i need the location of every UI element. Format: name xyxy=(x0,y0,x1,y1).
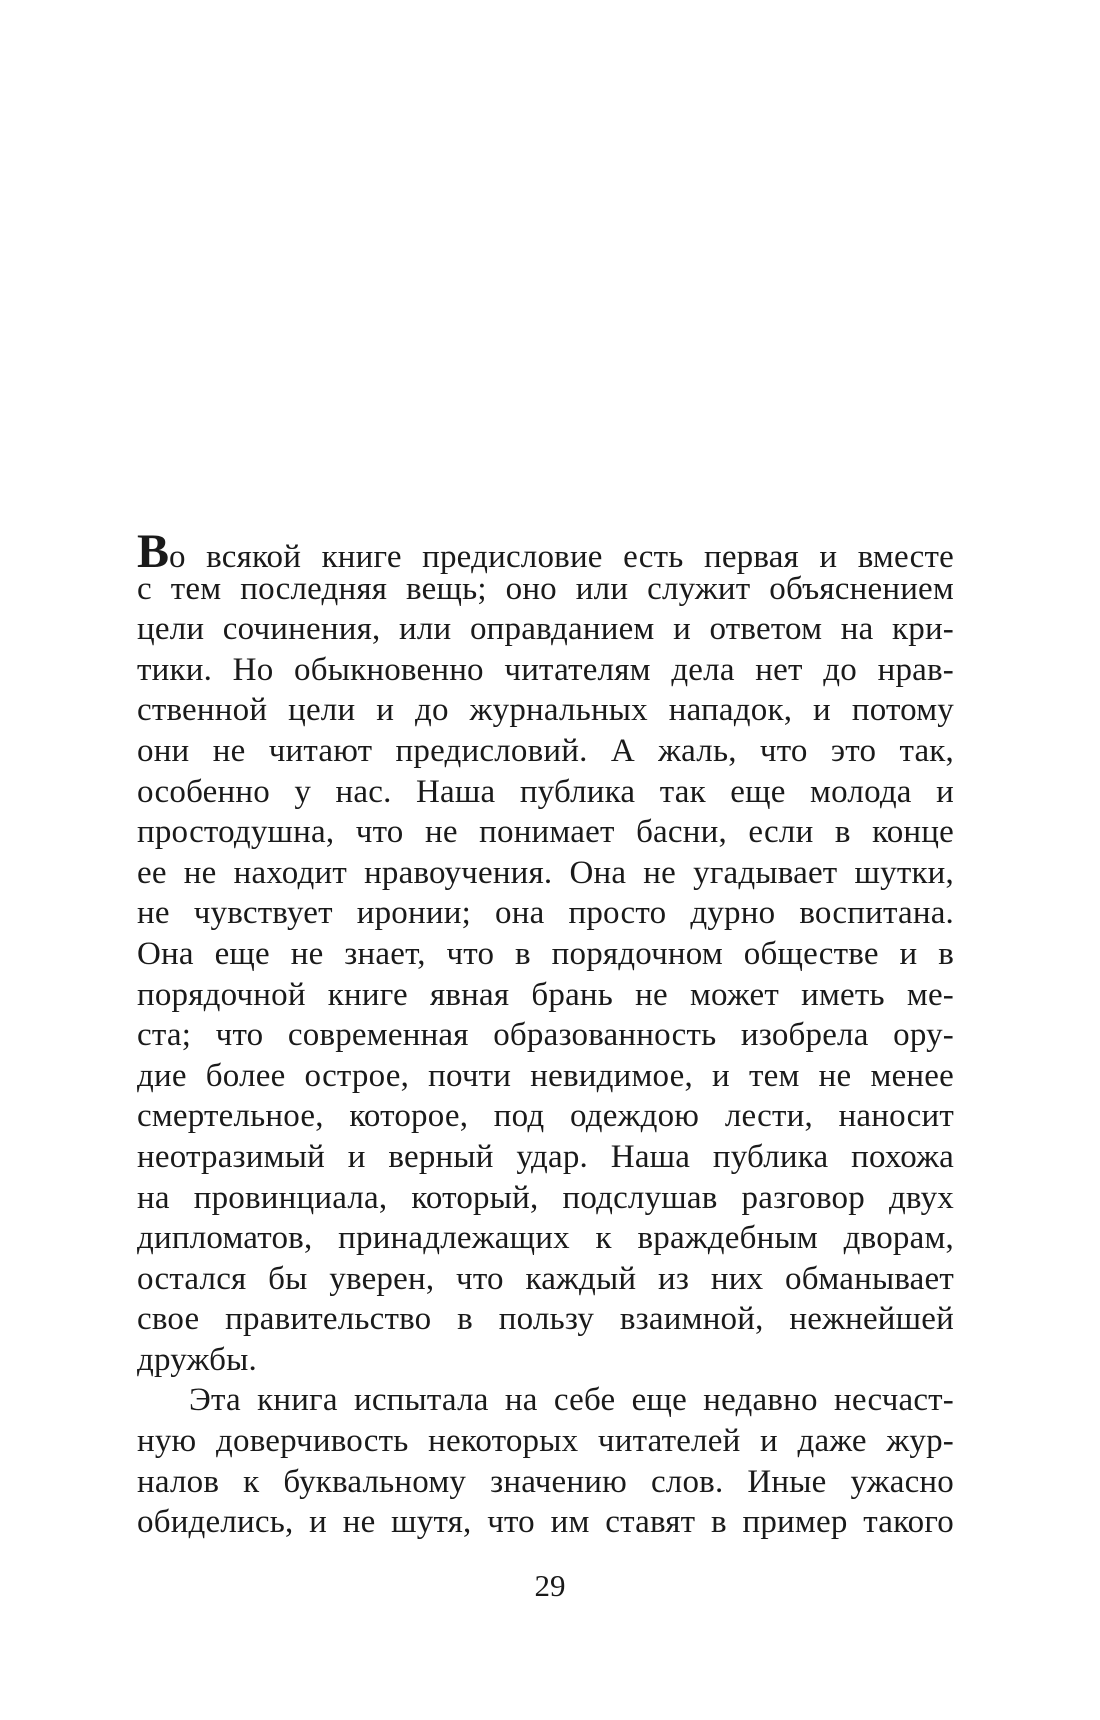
text-line: цели сочинения, или оправданием и ответом на кри- xyxy=(137,611,954,648)
paragraph-2 xyxy=(137,1380,954,1542)
paragraph-1 xyxy=(137,525,954,1380)
text-line: дие более острое, почти невидимое, и тем не менее xyxy=(137,1057,954,1094)
text-line: неотразимый и верный удар. Наша публика похожа xyxy=(137,1138,954,1175)
text-line: простодушна, что не понимает басни, если в конце xyxy=(137,814,954,851)
text-line: свое правительство в пользу взаимной, нежнейшей xyxy=(137,1301,954,1338)
body-text xyxy=(137,525,954,1543)
drop-cap: В xyxy=(137,525,170,578)
text-line: остался бы уверен, что каждый из них обманывает xyxy=(137,1260,954,1297)
text-line: они не читают предисловий. А жаль, что это так, xyxy=(137,732,954,769)
text-line: ственной цели и до журнальных нападок, и потому xyxy=(137,692,954,729)
text-line: дипломатов, принадлежащих к враждебным дворам, xyxy=(137,1220,954,1257)
text-line: тики. Но обыкновенно читателям дела нет до нрав- xyxy=(137,651,954,688)
text-line: Она еще не знает, что в порядочном обществе и в xyxy=(137,935,954,972)
text-line: ее не находит нравоучения. Она не угадывает шутки, xyxy=(137,854,954,891)
text-line: порядочной книге явная брань не может иметь ме- xyxy=(137,976,954,1013)
text-line: налов к буквальному значению слов. Иные ужасно xyxy=(137,1463,954,1500)
text-line: не чувствует иронии; она просто дурно воспитана. xyxy=(137,895,954,932)
text-line: смертельное, которое, под одеждою лести, наносит xyxy=(137,1098,954,1135)
text-line: ста; что современная образованность изобрела ору- xyxy=(137,1017,954,1054)
page-number: 29 xyxy=(534,1568,566,1603)
text-line: с тем последняя вещь; оно или служит объяснением xyxy=(137,570,954,607)
text-line: ную доверчивость некоторых читателей и даже жур- xyxy=(137,1423,954,1460)
text-line: дружбы. xyxy=(137,1341,257,1378)
text-line: Эта книга испытала на себе еще недавно несчаст- xyxy=(189,1382,954,1419)
text-line: особенно у нас. Наша публика так еще молода и xyxy=(137,773,954,810)
text-line: обиделись, и не шутя, что им ставят в пример такого xyxy=(137,1504,954,1541)
text-line: Во всякой книге предисловие есть первая и вместе xyxy=(137,525,954,578)
text-line: на провинциала, который, подслушав разговор двух xyxy=(137,1179,954,1216)
